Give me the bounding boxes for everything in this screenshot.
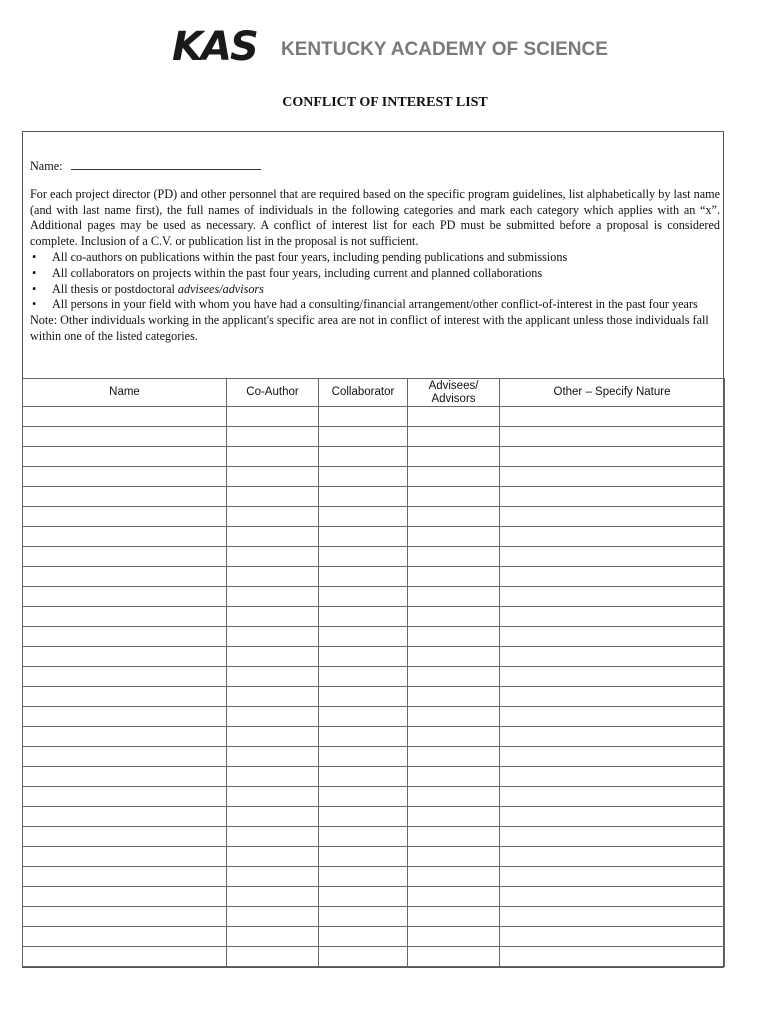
table-row xyxy=(23,407,725,427)
table-row xyxy=(23,687,725,707)
table-row xyxy=(23,587,725,607)
name-cell[interactable] xyxy=(23,547,227,567)
other-cell[interactable] xyxy=(500,467,725,487)
other-cell[interactable] xyxy=(500,747,725,767)
advisees-cell[interactable] xyxy=(408,527,500,547)
name-cell[interactable] xyxy=(23,567,227,587)
co-author-cell[interactable] xyxy=(227,727,319,747)
column-header-co-author: Co-Author xyxy=(227,379,319,407)
table-row xyxy=(23,887,725,907)
table-row xyxy=(23,487,725,507)
advisees-cell[interactable] xyxy=(408,947,500,967)
other-cell[interactable] xyxy=(500,627,725,647)
other-cell[interactable] xyxy=(500,907,725,927)
instructions-section xyxy=(30,158,720,345)
table-row xyxy=(23,447,725,467)
collaborator-cell[interactable] xyxy=(319,667,408,687)
name-cell[interactable] xyxy=(23,527,227,547)
advisees-cell[interactable] xyxy=(408,927,500,947)
name-cell[interactable] xyxy=(23,407,227,427)
category-item: • All collaborators on projects within the past four years, including current and planned collaborations xyxy=(30,266,720,282)
name-cell[interactable] xyxy=(23,587,227,607)
collaborator-cell[interactable] xyxy=(319,927,408,947)
collaborator-cell[interactable] xyxy=(319,527,408,547)
name-cell[interactable] xyxy=(23,727,227,747)
other-cell[interactable] xyxy=(500,947,725,967)
conflict-table xyxy=(22,378,725,967)
table-row xyxy=(23,907,725,927)
table-row xyxy=(23,747,725,767)
name-cell[interactable] xyxy=(23,607,227,627)
co-author-cell[interactable] xyxy=(227,927,319,947)
co-author-cell[interactable] xyxy=(227,647,319,667)
table-row xyxy=(23,627,725,647)
table-row xyxy=(23,847,725,867)
name-cell[interactable] xyxy=(23,887,227,907)
collaborator-cell[interactable] xyxy=(319,507,408,527)
table-row xyxy=(23,547,725,567)
name-cell[interactable] xyxy=(23,427,227,447)
name-cell[interactable] xyxy=(23,787,227,807)
collaborator-cell[interactable] xyxy=(319,687,408,707)
advisees-cell[interactable] xyxy=(408,807,500,827)
advisees-cell[interactable] xyxy=(408,847,500,867)
name-cell[interactable] xyxy=(23,467,227,487)
page-title: CONFLICT OF INTEREST LIST xyxy=(282,95,488,110)
collaborator-cell[interactable] xyxy=(319,727,408,747)
name-cell[interactable] xyxy=(23,687,227,707)
other-cell[interactable] xyxy=(500,607,725,627)
category-text: All thesis or postdoctoral xyxy=(52,281,178,296)
other-cell[interactable] xyxy=(500,767,725,787)
other-cell[interactable] xyxy=(500,667,725,687)
advisees-cell[interactable] xyxy=(408,467,500,487)
table-row xyxy=(23,567,725,587)
other-cell[interactable] xyxy=(500,427,725,447)
co-author-cell[interactable] xyxy=(227,487,319,507)
table-row xyxy=(23,867,725,887)
co-author-cell[interactable] xyxy=(227,667,319,687)
category-item xyxy=(30,282,720,298)
co-author-cell[interactable] xyxy=(227,807,319,827)
collaborator-cell[interactable] xyxy=(319,567,408,587)
category-item: • All co-authors on publications within the past four years, including pending publications and submissions xyxy=(30,250,720,266)
table-row xyxy=(23,507,725,527)
advisees-cell[interactable] xyxy=(408,907,500,927)
table-row xyxy=(23,807,725,827)
name-cell[interactable] xyxy=(23,667,227,687)
name-cell[interactable] xyxy=(23,707,227,727)
table-row xyxy=(23,607,725,627)
table-row xyxy=(23,527,725,547)
co-author-cell[interactable] xyxy=(227,787,319,807)
advisees-cell[interactable] xyxy=(408,627,500,647)
advisees-cell[interactable] xyxy=(408,407,500,427)
advisees-cell[interactable] xyxy=(408,747,500,767)
collaborator-cell[interactable] xyxy=(319,487,408,507)
collaborator-cell[interactable] xyxy=(319,627,408,647)
collaborator-cell[interactable] xyxy=(319,587,408,607)
collaborator-cell[interactable] xyxy=(319,907,408,927)
advisees-cell[interactable] xyxy=(408,667,500,687)
name-cell[interactable] xyxy=(23,627,227,647)
co-author-cell[interactable] xyxy=(227,947,319,967)
co-author-cell[interactable] xyxy=(227,887,319,907)
co-author-cell[interactable] xyxy=(227,827,319,847)
name-cell[interactable] xyxy=(23,447,227,467)
other-cell[interactable] xyxy=(500,487,725,507)
name-cell[interactable] xyxy=(23,927,227,947)
table-row xyxy=(23,827,725,847)
collaborator-cell[interactable] xyxy=(319,547,408,567)
collaborator-cell[interactable] xyxy=(319,407,408,427)
other-cell[interactable] xyxy=(500,887,725,907)
advisees-cell[interactable] xyxy=(408,687,500,707)
advisees-cell[interactable] xyxy=(408,827,500,847)
table-row xyxy=(23,927,725,947)
co-author-cell[interactable] xyxy=(227,527,319,547)
name-line xyxy=(30,158,720,175)
name-cell[interactable] xyxy=(23,947,227,967)
name-cell[interactable] xyxy=(23,487,227,507)
co-author-cell[interactable] xyxy=(227,747,319,767)
collaborator-cell[interactable] xyxy=(319,827,408,847)
name-field[interactable] xyxy=(71,158,261,170)
intro-paragraph: For each project director (PD) and other personnel that are required based on the specific program guidelines, list alphabetically by last name (and with last name first), the full names of individuals in the following categories and mark each category which applies with an “x”. Additional pages may be used as necessary. A conflict of interest list for each PD must be submitted before a proposal is considered complete. Inclusion of a C.V. or publication list in the proposal is not sufficient. xyxy=(30,186,720,249)
organization-name: KENTUCKY ACADEMY OF SCIENCE xyxy=(281,39,608,60)
name-cell[interactable] xyxy=(23,847,227,867)
name-cell[interactable] xyxy=(23,767,227,787)
table-row xyxy=(23,707,725,727)
category-list xyxy=(30,250,720,313)
collaborator-cell[interactable] xyxy=(319,427,408,447)
advisees-cell[interactable] xyxy=(408,447,500,467)
advisees-cell[interactable] xyxy=(408,867,500,887)
table-row xyxy=(23,947,725,967)
other-cell[interactable] xyxy=(500,927,725,947)
advisees-cell[interactable] xyxy=(408,767,500,787)
other-cell[interactable] xyxy=(500,587,725,607)
advisees-cell[interactable] xyxy=(408,787,500,807)
co-author-cell[interactable] xyxy=(227,427,319,447)
advisees-cell[interactable] xyxy=(408,647,500,667)
note-paragraph: Note: Other individuals working in the applicant's specific area are not in conflict of interest with the applicant unless those individuals fall within one of the listed categories. xyxy=(30,313,709,343)
other-cell[interactable] xyxy=(500,787,725,807)
other-cell[interactable] xyxy=(500,647,725,667)
collaborator-cell[interactable] xyxy=(319,847,408,867)
collaborator-cell[interactable] xyxy=(319,807,408,827)
co-author-cell[interactable] xyxy=(227,767,319,787)
table-row xyxy=(23,647,725,667)
category-emphasis: advisees/advisors xyxy=(177,281,264,296)
other-cell[interactable] xyxy=(500,827,725,847)
other-cell[interactable] xyxy=(500,567,725,587)
other-cell[interactable] xyxy=(500,807,725,827)
co-author-cell[interactable] xyxy=(227,867,319,887)
advisees-cell[interactable] xyxy=(408,587,500,607)
kas-logo: KAS xyxy=(172,24,257,70)
name-cell[interactable] xyxy=(23,507,227,527)
table-body xyxy=(23,407,725,967)
column-header-collaborator: Collaborator xyxy=(319,379,408,407)
other-cell[interactable] xyxy=(500,547,725,567)
name-cell[interactable] xyxy=(23,747,227,767)
co-author-cell[interactable] xyxy=(227,587,319,607)
co-author-cell[interactable] xyxy=(227,847,319,867)
collaborator-cell[interactable] xyxy=(319,767,408,787)
advisees-cell[interactable] xyxy=(408,607,500,627)
advisees-cell[interactable] xyxy=(408,727,500,747)
collaborator-cell[interactable] xyxy=(319,947,408,967)
other-cell[interactable] xyxy=(500,867,725,887)
co-author-cell[interactable] xyxy=(227,907,319,927)
category-item: • All persons in your field with whom you have had a consulting/financial arrangement/other conflict-of-interest in the past four years xyxy=(30,297,720,313)
other-cell[interactable] xyxy=(500,687,725,707)
co-author-cell[interactable] xyxy=(227,627,319,647)
collaborator-cell[interactable] xyxy=(319,607,408,627)
name-cell[interactable] xyxy=(23,807,227,827)
other-cell[interactable] xyxy=(500,447,725,467)
advisees-cell[interactable] xyxy=(408,487,500,507)
other-cell[interactable] xyxy=(500,527,725,547)
other-cell[interactable] xyxy=(500,847,725,867)
name-label: Name: xyxy=(30,159,63,173)
table-row xyxy=(23,667,725,687)
collaborator-cell[interactable] xyxy=(319,867,408,887)
name-cell[interactable] xyxy=(23,907,227,927)
collaborator-cell[interactable] xyxy=(319,467,408,487)
table-row xyxy=(23,427,725,447)
table-row xyxy=(23,787,725,807)
column-header-name: Name xyxy=(23,379,227,407)
name-cell[interactable] xyxy=(23,867,227,887)
table-row xyxy=(23,727,725,747)
co-author-cell[interactable] xyxy=(227,447,319,467)
name-cell[interactable] xyxy=(23,827,227,847)
other-cell[interactable] xyxy=(500,507,725,527)
co-author-cell[interactable] xyxy=(227,547,319,567)
collaborator-cell[interactable] xyxy=(319,747,408,767)
table-header-row xyxy=(23,379,725,407)
collaborator-cell[interactable] xyxy=(319,647,408,667)
collaborator-cell[interactable] xyxy=(319,887,408,907)
page-header xyxy=(0,0,770,80)
collaborator-cell[interactable] xyxy=(319,447,408,467)
advisees-cell[interactable] xyxy=(408,547,500,567)
co-author-cell[interactable] xyxy=(227,507,319,527)
co-author-cell[interactable] xyxy=(227,687,319,707)
advisees-cell[interactable] xyxy=(408,507,500,527)
other-cell[interactable] xyxy=(500,727,725,747)
co-author-cell[interactable] xyxy=(227,567,319,587)
collaborator-cell[interactable] xyxy=(319,787,408,807)
collaborator-cell[interactable] xyxy=(319,707,408,727)
column-header-advisees: Advisees/ Advisors xyxy=(408,379,500,407)
table-row xyxy=(23,467,725,487)
advisees-cell[interactable] xyxy=(408,427,500,447)
co-author-cell[interactable] xyxy=(227,407,319,427)
advisees-cell[interactable] xyxy=(408,707,500,727)
co-author-cell[interactable] xyxy=(227,707,319,727)
advisees-cell[interactable] xyxy=(408,567,500,587)
advisees-cell[interactable] xyxy=(408,887,500,907)
table-row xyxy=(23,767,725,787)
co-author-cell[interactable] xyxy=(227,467,319,487)
column-header-other: Other – Specify Nature xyxy=(500,379,725,407)
name-cell[interactable] xyxy=(23,647,227,667)
other-cell[interactable] xyxy=(500,407,725,427)
other-cell[interactable] xyxy=(500,707,725,727)
co-author-cell[interactable] xyxy=(227,607,319,627)
